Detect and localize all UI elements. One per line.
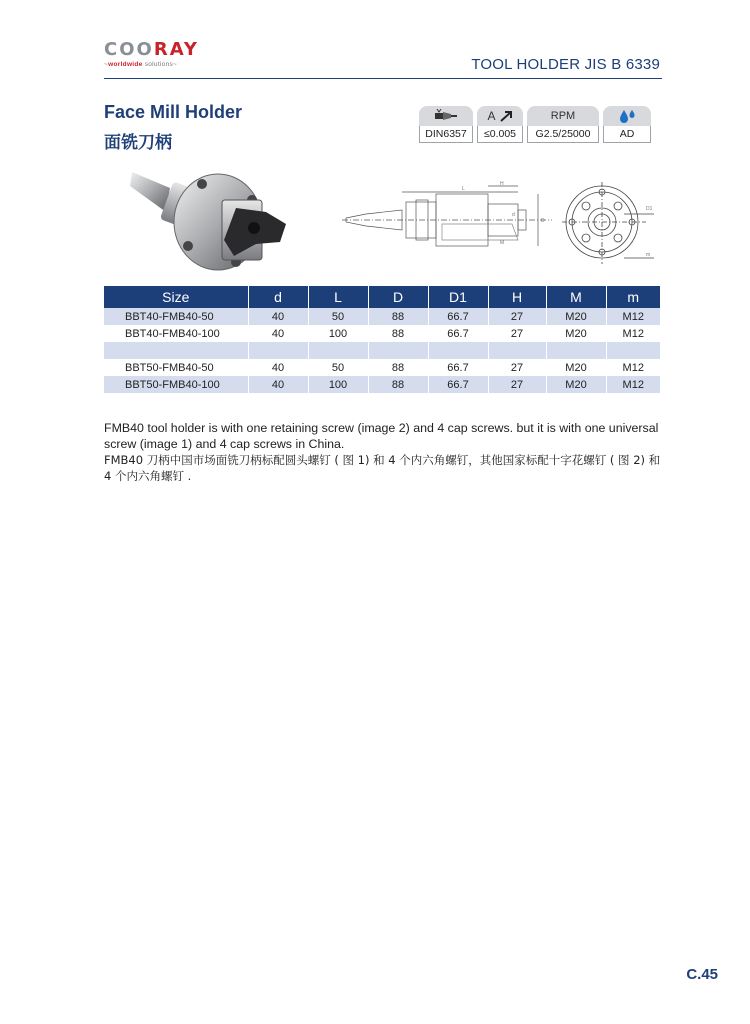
brand-logo (104, 40, 224, 68)
spec-rpm-label: RPM (527, 106, 599, 126)
header-L: L (308, 286, 368, 308)
label-H: H (500, 181, 504, 187)
label-D: D (541, 218, 545, 224)
spec-taper (419, 106, 473, 143)
table-row (104, 342, 660, 359)
cell: M20 (546, 308, 606, 325)
spec-rpm (527, 106, 599, 143)
cell: 66.7 (428, 359, 488, 376)
header-divider (104, 78, 662, 79)
header-D1: D1 (428, 286, 488, 308)
cell: 40 (248, 308, 308, 325)
cell: M20 (546, 325, 606, 342)
cell (488, 342, 546, 359)
cell: 40 (248, 325, 308, 342)
table-header-row (104, 286, 660, 308)
notes (104, 420, 669, 484)
header-M: M (546, 286, 606, 308)
taper-icon (419, 106, 473, 126)
label-L: L (462, 186, 465, 192)
cell: M12 (606, 376, 660, 393)
header-H: H (488, 286, 546, 308)
header-d: d (248, 286, 308, 308)
spec-coolant (603, 106, 651, 143)
runout-arrow-icon: A (477, 106, 523, 126)
cell: M12 (606, 308, 660, 325)
cell-size: BBT50-FMB40-50 (104, 359, 248, 376)
label-M: M (500, 240, 505, 246)
cell: 100 (308, 376, 368, 393)
cell: 88 (368, 376, 428, 393)
cell-size: BBT40-FMB40-50 (104, 308, 248, 325)
logo-wordmark: COORAY (104, 39, 199, 60)
cell-size: BBT40-FMB40-100 (104, 325, 248, 342)
cell (428, 342, 488, 359)
table-row (104, 359, 660, 376)
spec-runout-value: ≤0.005 (477, 126, 523, 143)
cell: 27 (488, 376, 546, 393)
spec-coolant-value: AD (603, 126, 651, 143)
note-english: FMB40 tool holder is with one retaining screw (image 2) and 4 cap screws. but it is with one universal screw (image 1) and 4 cap screws in China. (104, 421, 659, 451)
header-D: D (368, 286, 428, 308)
table-row (104, 376, 660, 393)
spec-taper-value: DIN6357 (419, 126, 473, 143)
cell: 88 (368, 359, 428, 376)
cell (248, 342, 308, 359)
cell: M12 (606, 359, 660, 376)
cell: 50 (308, 308, 368, 325)
note-chinese: FMB40 刀柄中国市场面铣刀柄标配圆头螺钉 ( 图 1) 和 4 个内六角螺钉，其他国家标配十字花螺钉 ( 图 2) 和 4 个内六角螺钉 . (104, 453, 661, 483)
cell: 88 (368, 325, 428, 342)
cell: 40 (248, 376, 308, 393)
table-row (104, 325, 660, 342)
spec-boxes (419, 106, 651, 143)
cell (546, 342, 606, 359)
cell: 66.7 (428, 376, 488, 393)
cell: 27 (488, 308, 546, 325)
cell: M20 (546, 376, 606, 393)
cell: 50 (308, 359, 368, 376)
label-d: d (512, 212, 515, 218)
header-title: TOOL HOLDER JIS B 6339 (471, 56, 660, 73)
cell: M20 (546, 359, 606, 376)
cell: 40 (248, 359, 308, 376)
cell (368, 342, 428, 359)
cell: 66.7 (428, 325, 488, 342)
header-m: m (606, 286, 660, 308)
cell: 27 (488, 325, 546, 342)
product-photo (126, 160, 292, 282)
spec-rpm-value: G2.5/25000 (527, 126, 599, 143)
technical-drawing-side (342, 180, 562, 260)
cell-size (104, 342, 248, 359)
spec-table (104, 286, 660, 393)
spec-runout (477, 106, 523, 143)
coolant-drops-icon (603, 106, 651, 126)
label-D1: D1 (646, 206, 653, 212)
product-title-cn: 面铣刀柄 (104, 133, 172, 153)
table-row (104, 308, 660, 325)
header-size: Size (104, 286, 248, 308)
cell: 88 (368, 308, 428, 325)
technical-drawing-front (562, 180, 658, 270)
product-title-en: Face Mill Holder (104, 102, 243, 122)
logo-tagline: ~worldwide solutions~ (104, 61, 178, 68)
cell: 27 (488, 359, 546, 376)
cell (606, 342, 660, 359)
cell: 66.7 (428, 308, 488, 325)
cell (308, 342, 368, 359)
cell-size: BBT50-FMB40-100 (104, 376, 248, 393)
label-m: m (646, 252, 651, 258)
page-number: C.45 (686, 966, 718, 983)
cell: M12 (606, 325, 660, 342)
cell: 100 (308, 325, 368, 342)
